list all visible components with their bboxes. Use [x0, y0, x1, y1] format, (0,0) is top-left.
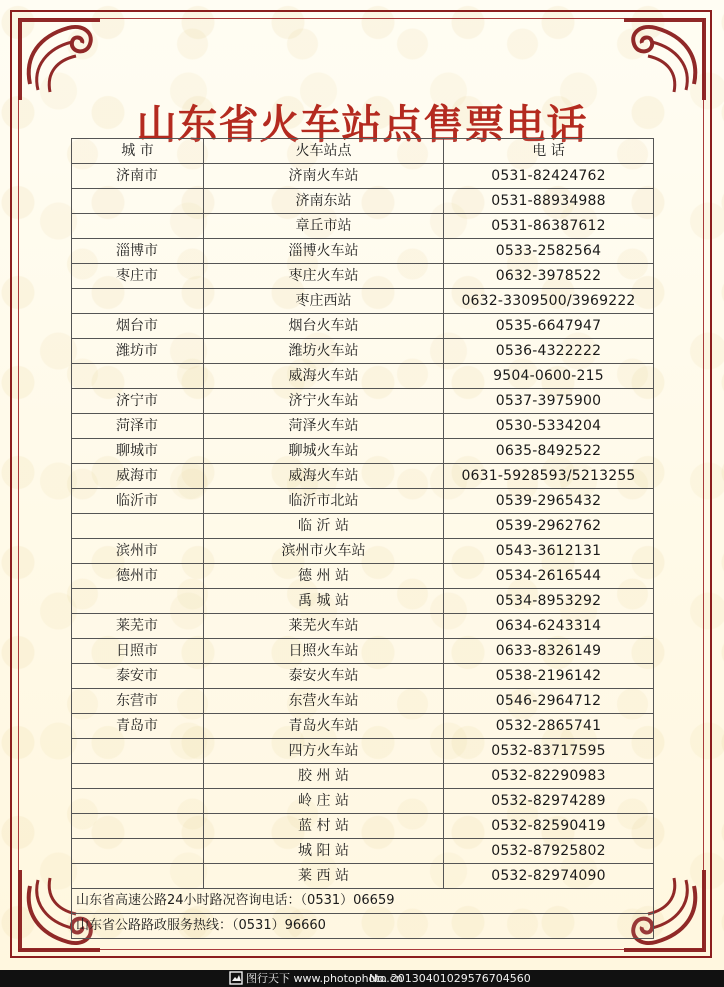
table-row	[72, 764, 654, 789]
phone-cell: 0532-83717595	[444, 739, 654, 764]
phone-cell: 0534-8953292	[444, 589, 654, 614]
table-row	[72, 264, 654, 289]
table-row	[72, 839, 654, 864]
phone-cell: 0634-6243314	[444, 614, 654, 639]
phone-cell: 0531-88934988	[444, 189, 654, 214]
phone-cell: 9504-0600-215	[444, 364, 654, 389]
table-row	[72, 514, 654, 539]
phone-column-header: 电 话	[444, 139, 654, 164]
phone-cell: 0531-86387612	[444, 214, 654, 239]
city-cell	[72, 764, 204, 789]
city-cell	[72, 364, 204, 389]
city-cell: 济南市	[72, 164, 204, 189]
city-cell	[72, 189, 204, 214]
station-cell: 潍坊火车站	[204, 339, 444, 364]
city-cell: 烟台市	[72, 314, 204, 339]
road-service-hotline-text: 山东省公路路政服务热线：（0531）96660	[72, 914, 654, 939]
table-row	[72, 639, 654, 664]
table-row	[72, 439, 654, 464]
table-row	[72, 589, 654, 614]
watermark-number: No. 20130401029576704560	[369, 972, 531, 985]
table-row	[72, 164, 654, 189]
station-cell: 胶 州 站	[204, 764, 444, 789]
table-row	[72, 339, 654, 364]
corner-ornament-top-left	[14, 14, 106, 106]
phone-cell: 0532-82290983	[444, 764, 654, 789]
phone-cell: 0633-8326149	[444, 639, 654, 664]
city-cell: 东营市	[72, 689, 204, 714]
station-cell: 淄博火车站	[204, 239, 444, 264]
phone-cell: 0631-5928593/5213255	[444, 464, 654, 489]
traffic-hotline-row	[72, 889, 654, 914]
road-service-hotline-row	[72, 914, 654, 939]
station-phone-table	[71, 138, 654, 939]
table-row	[72, 689, 654, 714]
station-cell: 滨州市火车站	[204, 539, 444, 564]
phone-cell: 0530-5334204	[444, 414, 654, 439]
station-cell: 城 阳 站	[204, 839, 444, 864]
city-cell	[72, 864, 204, 889]
city-cell: 德州市	[72, 564, 204, 589]
city-cell: 菏泽市	[72, 414, 204, 439]
station-cell: 莱芜火车站	[204, 614, 444, 639]
phone-cell: 0535-6647947	[444, 314, 654, 339]
table-row	[72, 664, 654, 689]
phone-cell: 0532-82590419	[444, 814, 654, 839]
photo-site-logo-icon	[229, 971, 243, 985]
traffic-hotline-text: 山东省高速公路24小时路况咨询电话：（0531）06659	[72, 889, 654, 914]
phone-cell: 0538-2196142	[444, 664, 654, 689]
phone-cell: 0536-4322222	[444, 339, 654, 364]
table-row	[72, 189, 654, 214]
city-cell	[72, 739, 204, 764]
city-cell	[72, 789, 204, 814]
table-row	[72, 414, 654, 439]
station-cell: 章丘市站	[204, 214, 444, 239]
station-cell: 临 沂 站	[204, 514, 444, 539]
station-column-header: 火车站点	[204, 139, 444, 164]
phone-cell: 0543-3612131	[444, 539, 654, 564]
phone-cell: 0539-2965432	[444, 489, 654, 514]
table-row	[72, 239, 654, 264]
station-cell: 莱 西 站	[204, 864, 444, 889]
city-cell: 威海市	[72, 464, 204, 489]
table-row	[72, 364, 654, 389]
city-cell: 淄博市	[72, 239, 204, 264]
city-cell: 临沂市	[72, 489, 204, 514]
city-cell: 泰安市	[72, 664, 204, 689]
phone-cell: 0534-2616544	[444, 564, 654, 589]
corner-ornament-top-right	[618, 14, 710, 106]
station-cell: 禹 城 站	[204, 589, 444, 614]
station-cell: 日照火车站	[204, 639, 444, 664]
station-cell: 泰安火车站	[204, 664, 444, 689]
table-row	[72, 864, 654, 889]
phone-cell: 0532-2865741	[444, 714, 654, 739]
station-cell: 济宁火车站	[204, 389, 444, 414]
phone-cell: 0533-2582564	[444, 239, 654, 264]
city-cell	[72, 589, 204, 614]
station-cell: 枣庄西站	[204, 289, 444, 314]
station-phone-table-body	[72, 164, 654, 889]
station-cell: 四方火车站	[204, 739, 444, 764]
phone-cell: 0546-2964712	[444, 689, 654, 714]
page-title: 山东省火车站点售票电话	[136, 100, 588, 148]
city-cell: 济宁市	[72, 389, 204, 414]
station-cell: 青岛火车站	[204, 714, 444, 739]
city-cell	[72, 814, 204, 839]
phone-cell: 0532-82974289	[444, 789, 654, 814]
phone-cell: 0531-82424762	[444, 164, 654, 189]
city-cell: 潍坊市	[72, 339, 204, 364]
city-cell: 日照市	[72, 639, 204, 664]
station-cell: 枣庄火车站	[204, 264, 444, 289]
table-row	[72, 789, 654, 814]
table-row	[72, 389, 654, 414]
city-cell	[72, 839, 204, 864]
table-row	[72, 714, 654, 739]
table-row	[72, 289, 654, 314]
phone-cell: 0532-82974090	[444, 864, 654, 889]
city-cell	[72, 289, 204, 314]
phone-cell: 0635-8492522	[444, 439, 654, 464]
station-cell: 岭 庄 站	[204, 789, 444, 814]
table-row	[72, 564, 654, 589]
station-cell: 菏泽火车站	[204, 414, 444, 439]
phone-cell: 0539-2962762	[444, 514, 654, 539]
city-cell: 莱芜市	[72, 614, 204, 639]
station-cell: 济南火车站	[204, 164, 444, 189]
city-cell: 枣庄市	[72, 264, 204, 289]
table-row	[72, 464, 654, 489]
image-source-watermark	[0, 970, 724, 987]
phone-cell: 0632-3978522	[444, 264, 654, 289]
station-cell: 德 州 站	[204, 564, 444, 589]
city-cell: 青岛市	[72, 714, 204, 739]
city-cell	[72, 514, 204, 539]
table-row	[72, 214, 654, 239]
station-cell: 烟台火车站	[204, 314, 444, 339]
table-row	[72, 539, 654, 564]
table-row	[72, 614, 654, 639]
city-cell: 聊城市	[72, 439, 204, 464]
phone-cell: 0532-87925802	[444, 839, 654, 864]
station-cell: 威海火车站	[204, 464, 444, 489]
station-cell: 聊城火车站	[204, 439, 444, 464]
station-cell: 蓝 村 站	[204, 814, 444, 839]
station-cell: 济南东站	[204, 189, 444, 214]
table-row	[72, 489, 654, 514]
station-cell: 威海火车站	[204, 364, 444, 389]
phone-cell: 0537-3975900	[444, 389, 654, 414]
city-cell: 滨州市	[72, 539, 204, 564]
station-cell: 东营火车站	[204, 689, 444, 714]
table-header-row	[72, 139, 654, 164]
station-cell: 临沂市北站	[204, 489, 444, 514]
city-cell	[72, 214, 204, 239]
table-row	[72, 739, 654, 764]
city-column-header: 城 市	[72, 139, 204, 164]
watermark-site: 图行天下 www.photophoto.cn	[246, 972, 403, 985]
phone-cell: 0632-3309500/3969222	[444, 289, 654, 314]
table-row	[72, 314, 654, 339]
table-row	[72, 814, 654, 839]
